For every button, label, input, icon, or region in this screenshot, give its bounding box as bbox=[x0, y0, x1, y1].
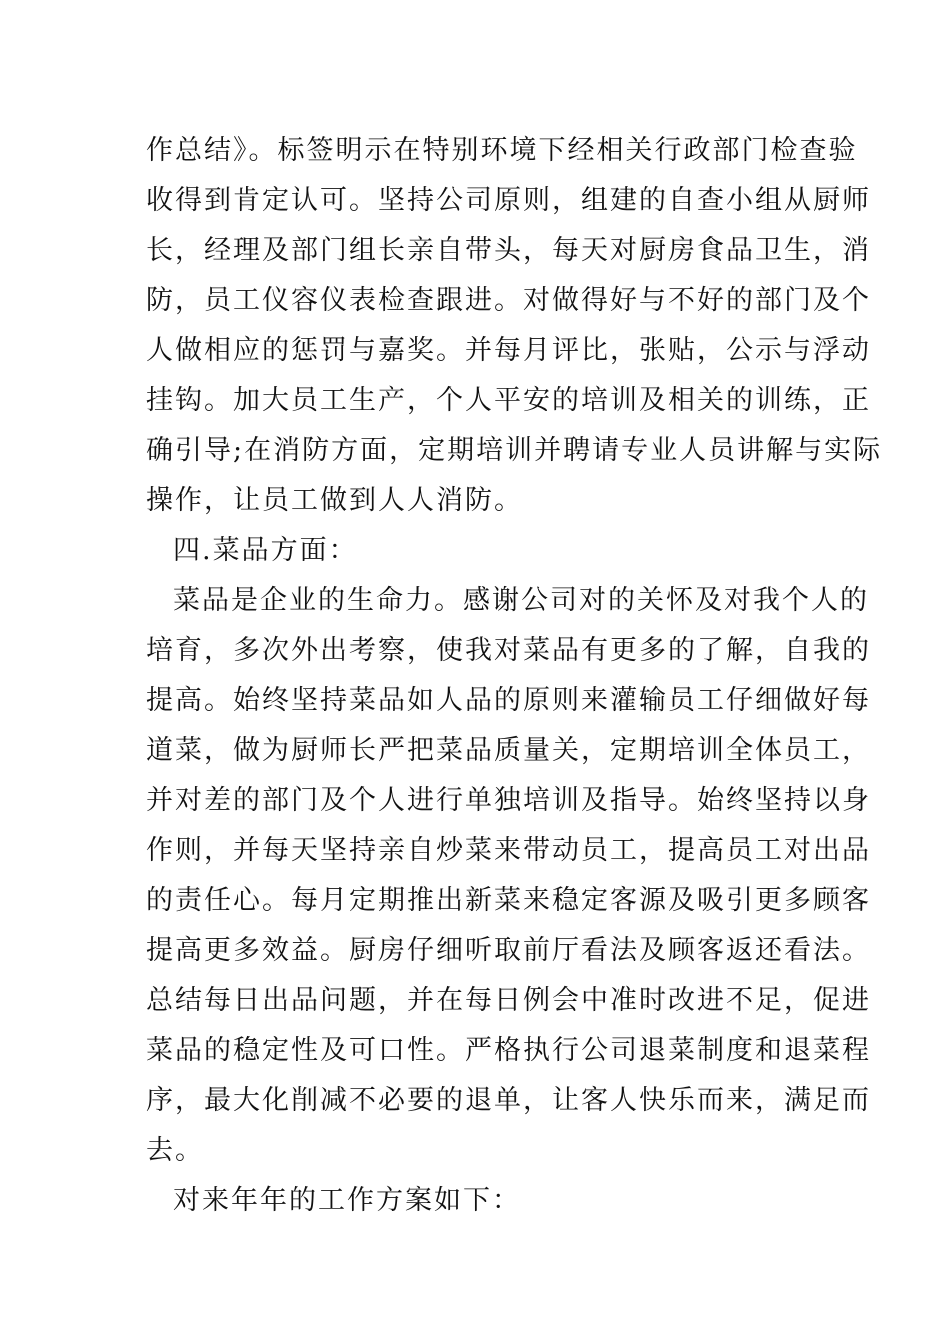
text-line: 菜品的稳定性及可口性。严格执行公司退菜制度和退菜程 bbox=[146, 1035, 871, 1066]
text-line: 作则，并每天坚持亲自炒菜来带动员工，提高员工对出品 bbox=[146, 835, 871, 866]
text-line: 去。 bbox=[146, 1135, 204, 1166]
text-line: 总结每日出品问题，并在每日例会中准时改进不足，促进 bbox=[146, 985, 871, 1016]
text-line: 确引导;在消防方面，定期培训并聘请专业人员讲解与实际 bbox=[146, 435, 883, 466]
text-line: 收得到肯定认可。坚持公司原则，组建的自查小组从厨师 bbox=[146, 185, 871, 216]
text-line: 菜品是企业的生命力。感谢公司对的关怀及对我个人的 bbox=[173, 585, 869, 616]
text-line: 人做相应的惩罚与嘉奖。并每月评比，张贴，公示与浮动 bbox=[146, 335, 871, 366]
text-line: 长，经理及部门组长亲自带头，每天对厨房食品卫生，消 bbox=[146, 235, 871, 266]
text-line: 提高。始终坚持菜品如人品的原则来灌输员工仔细做好每 bbox=[146, 685, 871, 716]
text-line: 对来年年的工作方案如下： bbox=[173, 1185, 521, 1216]
text-line: 的责任心。每月定期推出新菜来稳定客源及吸引更多顾客 bbox=[146, 885, 871, 916]
text-line: 培育，多次外出考察，使我对菜品有更多的了解，自我的 bbox=[146, 635, 871, 666]
text-line: 提高更多效益。厨房仔细听取前厅看法及顾客返还看法。 bbox=[146, 935, 871, 966]
section-heading: 四.菜品方面： bbox=[173, 535, 358, 566]
text-line: 并对差的部门及个人进行单独培训及指导。始终坚持以身 bbox=[146, 785, 871, 816]
text-line: 防，员工仪容仪表检查跟进。对做得好与不好的部门及个 bbox=[146, 285, 871, 316]
text-line: 序，最大化削减不必要的退单，让客人快乐而来，满足而 bbox=[146, 1085, 871, 1116]
text-line: 作总结》。标签明示在特别环境下经相关行政部门检查验 bbox=[146, 135, 858, 166]
text-line: 操作，让员工做到人人消防。 bbox=[146, 485, 523, 516]
text-line: 挂钩。加大员工生产，个人平安的培训及相关的训练，正 bbox=[146, 385, 871, 416]
text-line: 道菜，做为厨师长严把菜品质量关，定期培训全体员工， bbox=[146, 735, 871, 766]
